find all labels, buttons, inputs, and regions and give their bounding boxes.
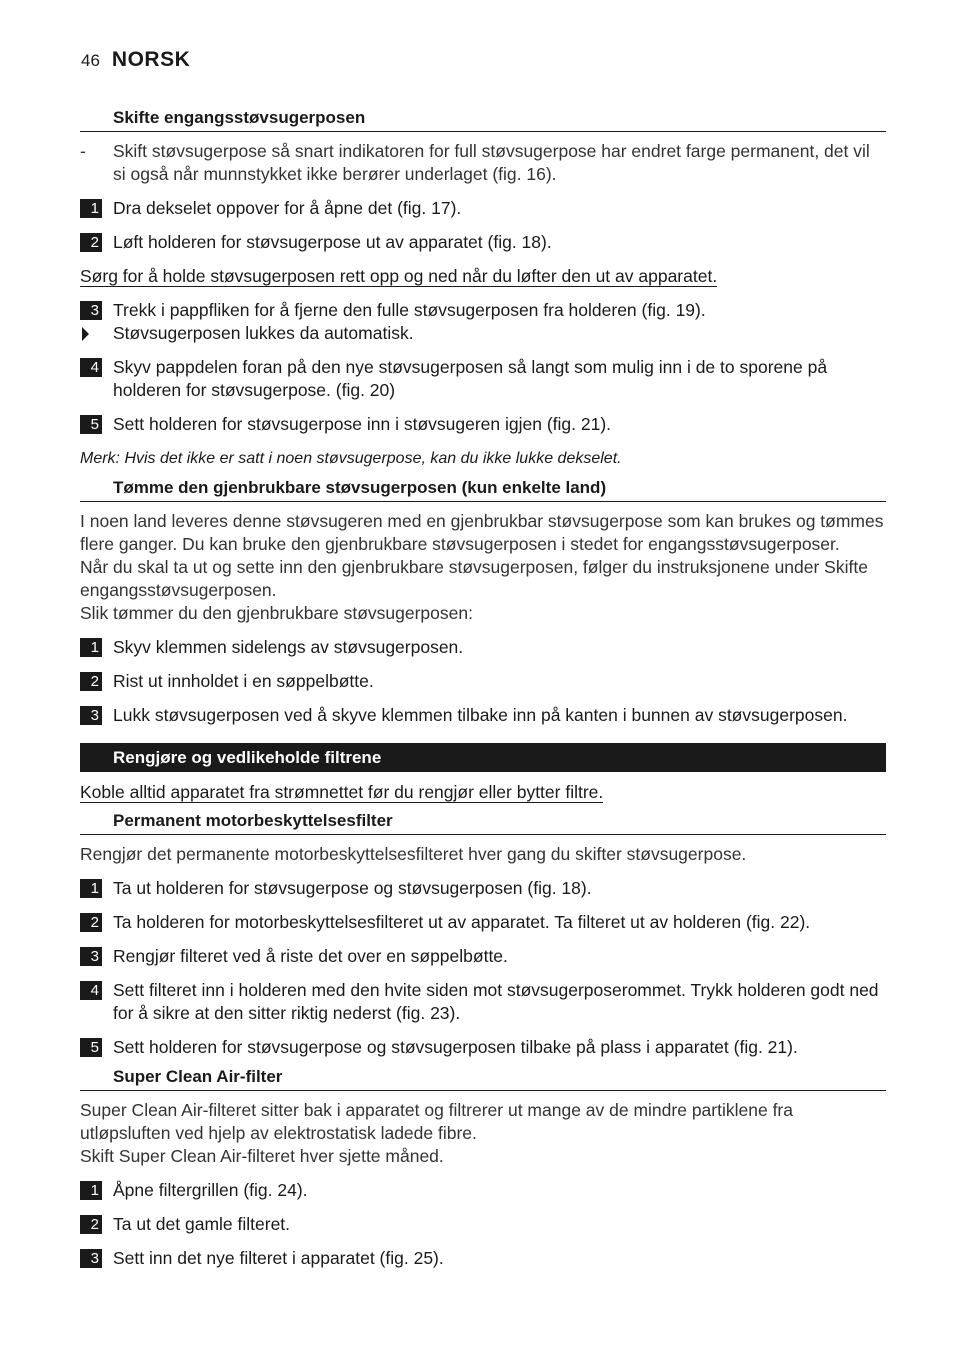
paragraph: I noen land leveres denne støvsugeren med en gjenbrukbar støvsugerpose som kan brukes og tømmes flere ganger. Du kan bruke den gjenbrukbare støvsugerposen i stedet for engangsstøvsugerposer.: [80, 511, 884, 554]
note-text: Merk: Hvis det ikke er satt i noen støvsugerpose, kan du ikke lukke dekselet.: [80, 450, 622, 467]
step: [80, 299, 886, 322]
step: [80, 356, 886, 402]
step: [80, 1179, 886, 1202]
paragraph: Slik tømmer du den gjenbrukbare støvsugerposen:: [80, 603, 473, 623]
step: [80, 1213, 886, 1236]
step: [80, 413, 886, 436]
step-text: Ta ut holderen for støvsugerpose og støvsugerposen (fig. 18).: [113, 878, 592, 898]
step-result: [80, 322, 886, 345]
step-text: Dra dekselet oppover for å åpne det (fig. 17).: [113, 198, 462, 218]
warning-text: [80, 781, 886, 804]
step-text: Skyv klemmen sidelengs av støvsugerposen.: [113, 637, 464, 657]
step-number: 2: [80, 913, 102, 932]
step-number: 5: [80, 1038, 102, 1057]
step: [80, 197, 886, 220]
paragraph: Super Clean Air-filteret sitter bak i apparatet og filtrerer ut mange av de mindre partiklene fra utløpsluften ved hjelp av elektrostatisk ladede fibre.: [80, 1100, 793, 1143]
step-number: 1: [80, 199, 102, 218]
list-item: [80, 140, 886, 186]
step-number: 4: [80, 358, 102, 377]
step-number: 2: [80, 233, 102, 252]
warning-underlined: Sørg for å holde støvsugerposen rett opp og ned når du løfter den ut av apparatet.: [80, 266, 718, 286]
section-heading-super-clean-air: Super Clean Air-filter: [80, 1065, 886, 1091]
step-number: 3: [80, 301, 102, 320]
paragraph: Rengjør det permanente motorbeskyttelsesfilteret hver gang du skifter støvsugerpose.: [80, 844, 747, 864]
step: [80, 979, 886, 1025]
section-banner-filters: Rengjøre og vedlikeholde filtrene: [80, 743, 886, 772]
step-text: Sett filteret inn i holderen med den hvite siden mot støvsugerposerommet. Trykk holderen godt ned for å sikre at den sitter riktig nederst (fig. 23).: [113, 980, 879, 1023]
step-text: Ta holderen for motorbeskyttelsesfilteret ut av apparatet. Ta filteret ut av holderen (fig. 22).: [113, 912, 811, 932]
step: [80, 670, 886, 693]
step-number: 1: [80, 638, 102, 657]
step: [80, 945, 886, 968]
warning-text: [80, 265, 886, 288]
step-number: 2: [80, 672, 102, 691]
step-text: Lukk støvsugerposen ved å skyve klemmen tilbake inn på kanten i bunnen av støvsugerposen.: [113, 705, 848, 725]
step: [80, 1036, 886, 1059]
step-text: Trekk i pappfliken for å fjerne den fulle støvsugerposen fra holderen (fig. 19).: [113, 300, 706, 320]
step-text: Skyv pappdelen foran på den nye støvsugerposen så langt som mulig inn i de to sporene på holderen for støvsugerpose. (fig. 20): [113, 357, 828, 400]
step-number: 4: [80, 981, 102, 1000]
paragraph: Når du skal ta ut og sette inn den gjenbrukbare støvsugerposen, følger du instruksjonene under Skifte engangsstøvsugerposen.: [80, 557, 868, 600]
step-number: 1: [80, 1181, 102, 1200]
result-text: Støvsugerposen lukkes da automatisk.: [113, 323, 414, 343]
step-number: 3: [80, 947, 102, 966]
dash-bullet: -: [80, 141, 86, 161]
section-heading-empty-reusable-bag: Tømme den gjenbrukbare støvsugerposen (kun enkelte land): [80, 476, 886, 502]
list-item-text: Skift støvsugerpose så snart indikatoren for full støvsugerpose har endret farge permanent, det vil si også når munnstykket ikke berører underlaget (fig. 16).: [113, 141, 870, 184]
step-text: Løft holderen for støvsugerpose ut av apparatet (fig. 18).: [113, 232, 552, 252]
step-text: Ta ut det gamle filteret.: [113, 1214, 291, 1234]
page-number: 46: [81, 51, 100, 70]
section-heading-replace-bag: Skifte engangsstøvsugerposen: [80, 106, 886, 132]
step: [80, 877, 886, 900]
step-number: 3: [80, 1249, 102, 1268]
step-text: Åpne filtergrillen (fig. 24).: [113, 1180, 308, 1200]
step: [80, 911, 886, 934]
page-content: [80, 106, 886, 1270]
step: [80, 1247, 886, 1270]
step-text: Rist ut innholdet i en søppelbøtte.: [113, 671, 374, 691]
step-number: 3: [80, 706, 102, 725]
step-text: Rengjør filteret ved å riste det over en søppelbøtte.: [113, 946, 508, 966]
result-arrow-icon: [80, 322, 113, 345]
step-text: Sett holderen for støvsugerpose og støvsugerposen tilbake på plass i apparatet (fig. 21).: [113, 1037, 798, 1057]
step: [80, 231, 886, 254]
language-title: NORSK: [111, 48, 191, 71]
step: [80, 636, 886, 659]
step: [80, 704, 886, 727]
step-number: 1: [80, 879, 102, 898]
section-heading-motor-filter: Permanent motorbeskyttelsesfilter: [80, 809, 886, 835]
page-header: [81, 48, 190, 74]
step-text: Sett holderen for støvsugerpose inn i støvsugeren igjen (fig. 21).: [113, 414, 612, 434]
warning-underlined: Koble alltid apparatet fra strømnettet før du rengjør eller bytter filtre.: [80, 782, 604, 802]
step-text: Sett inn det nye filteret i apparatet (fig. 25).: [113, 1248, 444, 1268]
step-number: 2: [80, 1215, 102, 1234]
step-number: 5: [80, 415, 102, 434]
paragraph: Skift Super Clean Air-filteret hver sjette måned.: [80, 1146, 444, 1166]
